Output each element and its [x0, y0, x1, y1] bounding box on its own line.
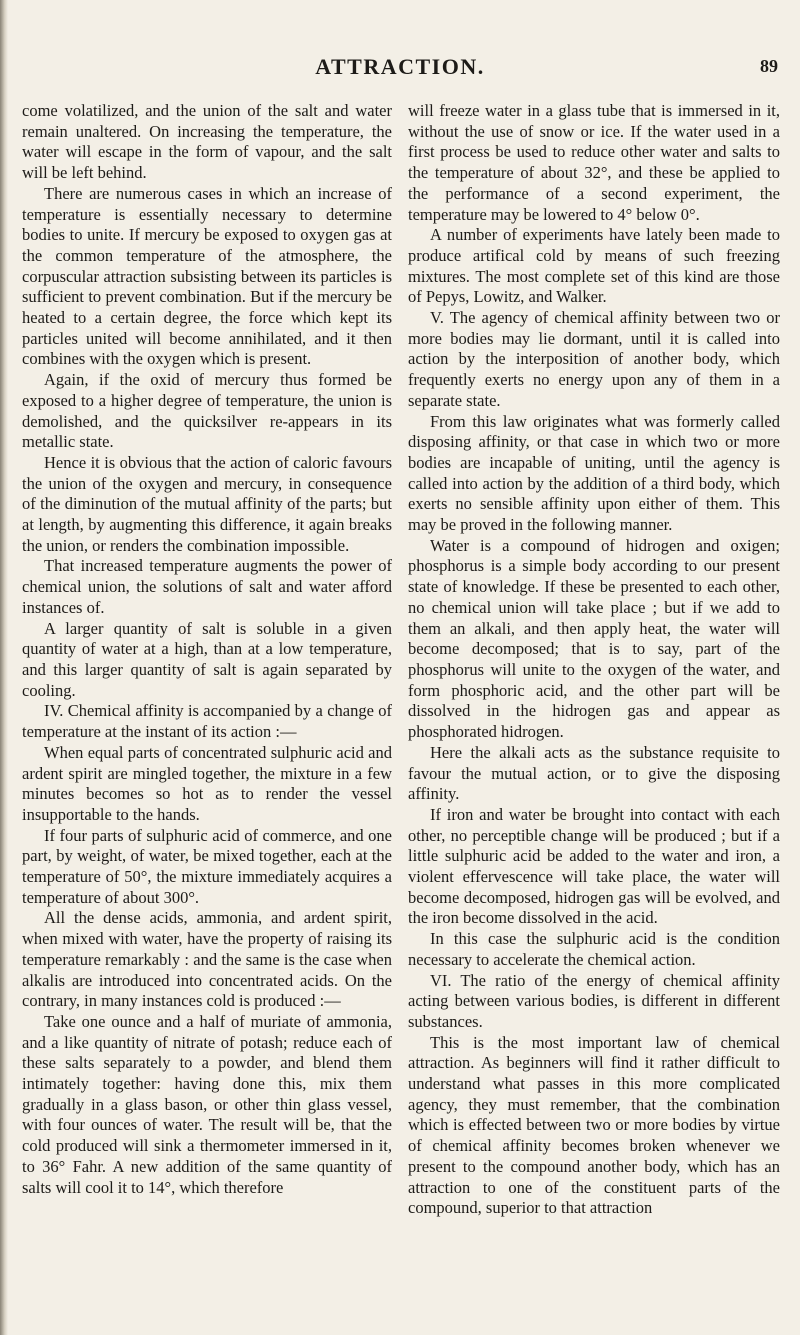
paragraph: V. The agency of chemical affinity between two or more bodies may lie dormant, until it is called into action by the interposition of another body, which frequently exerts no energy upon any of them in a separate state. [408, 308, 780, 410]
paragraph: That increased temperature augments the power of chemical union, the solutions of salt and water afford instances of. [22, 556, 392, 617]
paragraph: Take one ounce and a half of muriate of ammonia, and a like quantity of nitrate of potash; reduce each of these salts separately to a powder, and blend them intimately together: having done this, mix them gradually in a glass bason, or other thin glass vessel, with four ounces of water. The result will be, that the cold produced will sink a thermometer immersed in it, to 36° Fahr. A new addition of the same quantity of salts will cool it to 14°, which therefore [22, 1011, 392, 1197]
paragraph: Here the alkali acts as the substance requisite to favour the mutual action, or to give the disposing affinity. [408, 742, 780, 804]
paragraph: VI. The ratio of the energy of chemical affinity acting between various bodies, is different in different substances. [408, 970, 780, 1031]
paragraph: A larger quantity of salt is soluble in a given quantity of water at a high, than at a low temperature, and this larger quantity of salt is again separated by cooling. [22, 618, 392, 700]
paragraph: In this case the sulphuric acid is the condition necessary to accelerate the chemical action. [408, 929, 780, 969]
left-column [22, 101, 392, 1321]
right-column [408, 101, 780, 1321]
paragraph: come volatilized, and the union of the salt and water remain unaltered. On increasing the temperature, the water will escape in the form of vapour, and the salt will be left behind. [22, 101, 392, 183]
paragraph: IV. Chemical affinity is accompanied by a change of temperature at the instant of its action :— [22, 701, 392, 742]
paragraph: All the dense acids, ammonia, and ardent spirit, when mixed with water, have the property of raising its temperature remarkably : and the same is the case when alkalis are introduced into concentrated acids. On the contrary, in many instances cold is produced :— [22, 908, 392, 1011]
paragraph: There are numerous cases in which an increase of temperature is essentially necessary to determine bodies to unite. If mercury be exposed to oxygen gas at the common temperature of the atmosphere, the corpuscular attraction subsisting between its particles is sufficient to prevent combination. But if the mercury be heated to a certain degree, the force which kept its particles united will become annihilated, and it then combines with the oxygen which is present. [22, 183, 392, 369]
paragraph: Hence it is obvious that the action of caloric favours the union of the oxygen and mercury, in consequence of the diminution of the mutual affinity of the parts; but at length, by augmenting this difference, it again breaks the union, or renders the combination impossible. [22, 452, 392, 555]
paragraph: From this law originates what was formerly called disposing affinity, or that case in which two or more bodies are incapable of uniting, until the agency is called into action by the addition of a third body, which exerts no sensible affinity upon either of them. This may be proved in the following manner. [408, 411, 780, 535]
paragraph: Water is a compound of hidrogen and oxigen; phosphorus is a simple body according to our present state of knowledge. If these be presented to each other, no chemical union will take place ; but if we add to them an alkali, and then apply heat, the water will become decomposed; that is to say, part of the phosphorus will unite to the oxygen of the water, and form phosphoric acid, and the other part will be dissolved in the hidrogen gas and appear as phosphorated hidrogen. [408, 535, 780, 742]
page-number: 89 [760, 56, 778, 76]
paragraph: Again, if the oxid of mercury thus formed be exposed to a higher degree of temperature, the union is demolished, and the quicksilver re-appears in its metallic state. [22, 370, 392, 452]
page-edge-shadow [0, 0, 8, 1335]
paragraph: When equal parts of concentrated sulphuric acid and ardent spirit are mingled together, the mixture in a few minutes becomes so hot as to render the vessel insupportable to the hands. [22, 742, 392, 824]
paragraph: If iron and water be brought into contact with each other, no perceptible change will be produced ; but if a little sulphuric acid be added to the water and iron, a violent effervescence will take place, the water will become decomposed, hidrogen gas will be evolved, and the iron become dissolved in the acid. [408, 804, 780, 928]
paragraph: will freeze water in a glass tube that is immersed in it, without the use of snow or ice. If the water used in a first process be used to reduce other water and salts to the temperature of about 32°, and these be applied to the performance of a second experiment, the temperature may be lowered to 4° below 0°. [408, 101, 780, 224]
running-head [0, 54, 800, 78]
running-title: ATTRACTION. [315, 54, 485, 79]
paragraph: A number of experiments have lately been made to produce artifical cold by means of such freezing mixtures. The most complete set of this kind are those of Pepys, Lowitz, and Walker. [408, 225, 780, 307]
paragraph: If four parts of sulphuric acid of commerce, and one part, by weight, of water, be mixed together, each at the temperature of 50°, the mixture immediately acquires a temperature of about 300°. [22, 825, 392, 907]
paragraph: This is the most important law of chemical attraction. As beginners will find it rather difficult to understand what passes in this more complicated agency, they must remember, that the combination which is effected between two or more bodies by virtue of chemical affinity becomes broken whenever we present to the compound another body, which has an attraction to one of the constituent parts of the compound, superior to that attraction [408, 1032, 780, 1218]
